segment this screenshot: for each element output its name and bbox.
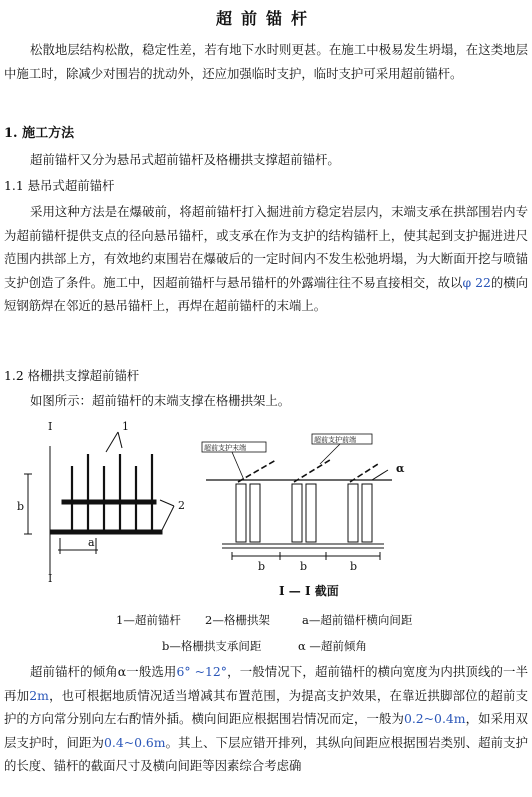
closing-t2: ，一般情况下，超前锚杆的横向宽度为内拱顶线的一半再加 xyxy=(4,664,528,703)
label-b2: b xyxy=(300,560,308,573)
label-b1: b xyxy=(258,560,266,573)
figure-caption: I — I 截面 xyxy=(279,584,339,598)
label-b: b xyxy=(17,500,25,513)
legend-alpha: α —超前倾角 xyxy=(298,639,367,653)
section-1-text: 超前锚杆又分为悬吊式超前锚杆及格栅拱支撑超前锚杆。 xyxy=(30,152,340,167)
intro-paragraph: 松散地层结构松散，稳定性差，若有地下水时则更甚。在施工中极易发生坍塌，在这类地层中施工时，除减少对围岩的扰动外，还应加强临时支护，临时支护可采用超前锚杆。 xyxy=(4,42,528,81)
closing-v4: 0.4~0.6m xyxy=(104,734,166,750)
section-1-2-heading: 1.2 格栅拱支撑超前锚杆 xyxy=(4,368,140,383)
closing-t1: 超前锚杆的倾角α一般选用 xyxy=(30,664,177,679)
closing-t4: ，如采用双层支护时，间距为 xyxy=(4,711,529,750)
anchor-bolts-section xyxy=(238,460,378,482)
anchor-bolts-plan xyxy=(72,454,152,532)
grid-arch-frames xyxy=(236,484,372,542)
section-1-1-paragraph xyxy=(4,200,528,318)
closing-v2: 2m xyxy=(29,687,49,703)
page-title: 超前锚杆 xyxy=(215,9,316,28)
closing-t3: ，也可根据地质情况适当增减其布置范围，为提高支护效果，在靠近拱脚部位的超前支护的方向常分别向左右酌情外插。横向间距应根据围岩情况而定，一般为 xyxy=(4,687,529,726)
closing-v3: 0.2~0.4m xyxy=(403,711,466,726)
section-1-2-text: 如图所示：超前锚杆的末端支撑在格栅拱架上。 xyxy=(30,393,291,408)
grid-arch-bottom-bar xyxy=(50,530,162,534)
closing-v1: 6° ~12° xyxy=(176,664,227,679)
tag-end-label: 超前支护末端 xyxy=(204,444,246,452)
label-section-bottom: I xyxy=(48,572,53,585)
label-alpha: α xyxy=(396,462,405,475)
section-1-1-heading: 1.1 悬吊式超前锚杆 xyxy=(4,178,115,193)
closing-t5: 。其上、下层应错开排列，其纵向间距应根据围岩类别、超前支护的长度、锚杆的截面尺寸及横向间距等因素综合考虑确 xyxy=(4,734,529,773)
phi-value: φ 22 xyxy=(462,274,491,290)
label-n2: 2 xyxy=(178,499,185,512)
label-a: a xyxy=(88,536,95,549)
plan-view xyxy=(17,420,185,585)
label-b3: b xyxy=(350,560,358,573)
grid-arch-top-bar xyxy=(62,500,156,504)
tag-front-label: 超前支护前端 xyxy=(314,436,356,444)
section-view xyxy=(202,434,405,573)
section-1-1-text-b: 的横向短钢筋焊在邻近的悬吊锚杆上，再焊在超前锚杆的末端上。 xyxy=(4,274,529,313)
section-1-1-text-a: 采用这种方法是在爆破前，将超前锚杆打入掘进前方稳定岩层内，末端支承在拱部围岩内专为超前锚杆提供支点的径向悬吊锚杆，或支承在作为支护的结构锚杆上，使其起到支护掘进进尺范围内拱部上方，有效地约束围岩在爆破后的一定时间内不发生松弛坍塌，为大断面开挖与喷锚支护创造了条件。施工中，因超前锚杆与悬吊锚杆的外露端往往不易直接相交，故以 xyxy=(4,204,528,290)
legend-b: b—格栅拱支承间距 xyxy=(162,639,262,653)
legend-a: a—超前锚杆横向间距 xyxy=(302,613,413,627)
label-n1: 1 xyxy=(122,420,129,433)
support-diagram xyxy=(0,414,532,626)
label-section-top: I xyxy=(48,420,53,433)
legend-1: 1—超前锚杆 xyxy=(116,613,181,627)
section-1-heading: 1. 施工方法 xyxy=(4,126,75,141)
legend-2: 2—格栅拱架 xyxy=(205,613,270,627)
closing-paragraph xyxy=(4,660,528,778)
